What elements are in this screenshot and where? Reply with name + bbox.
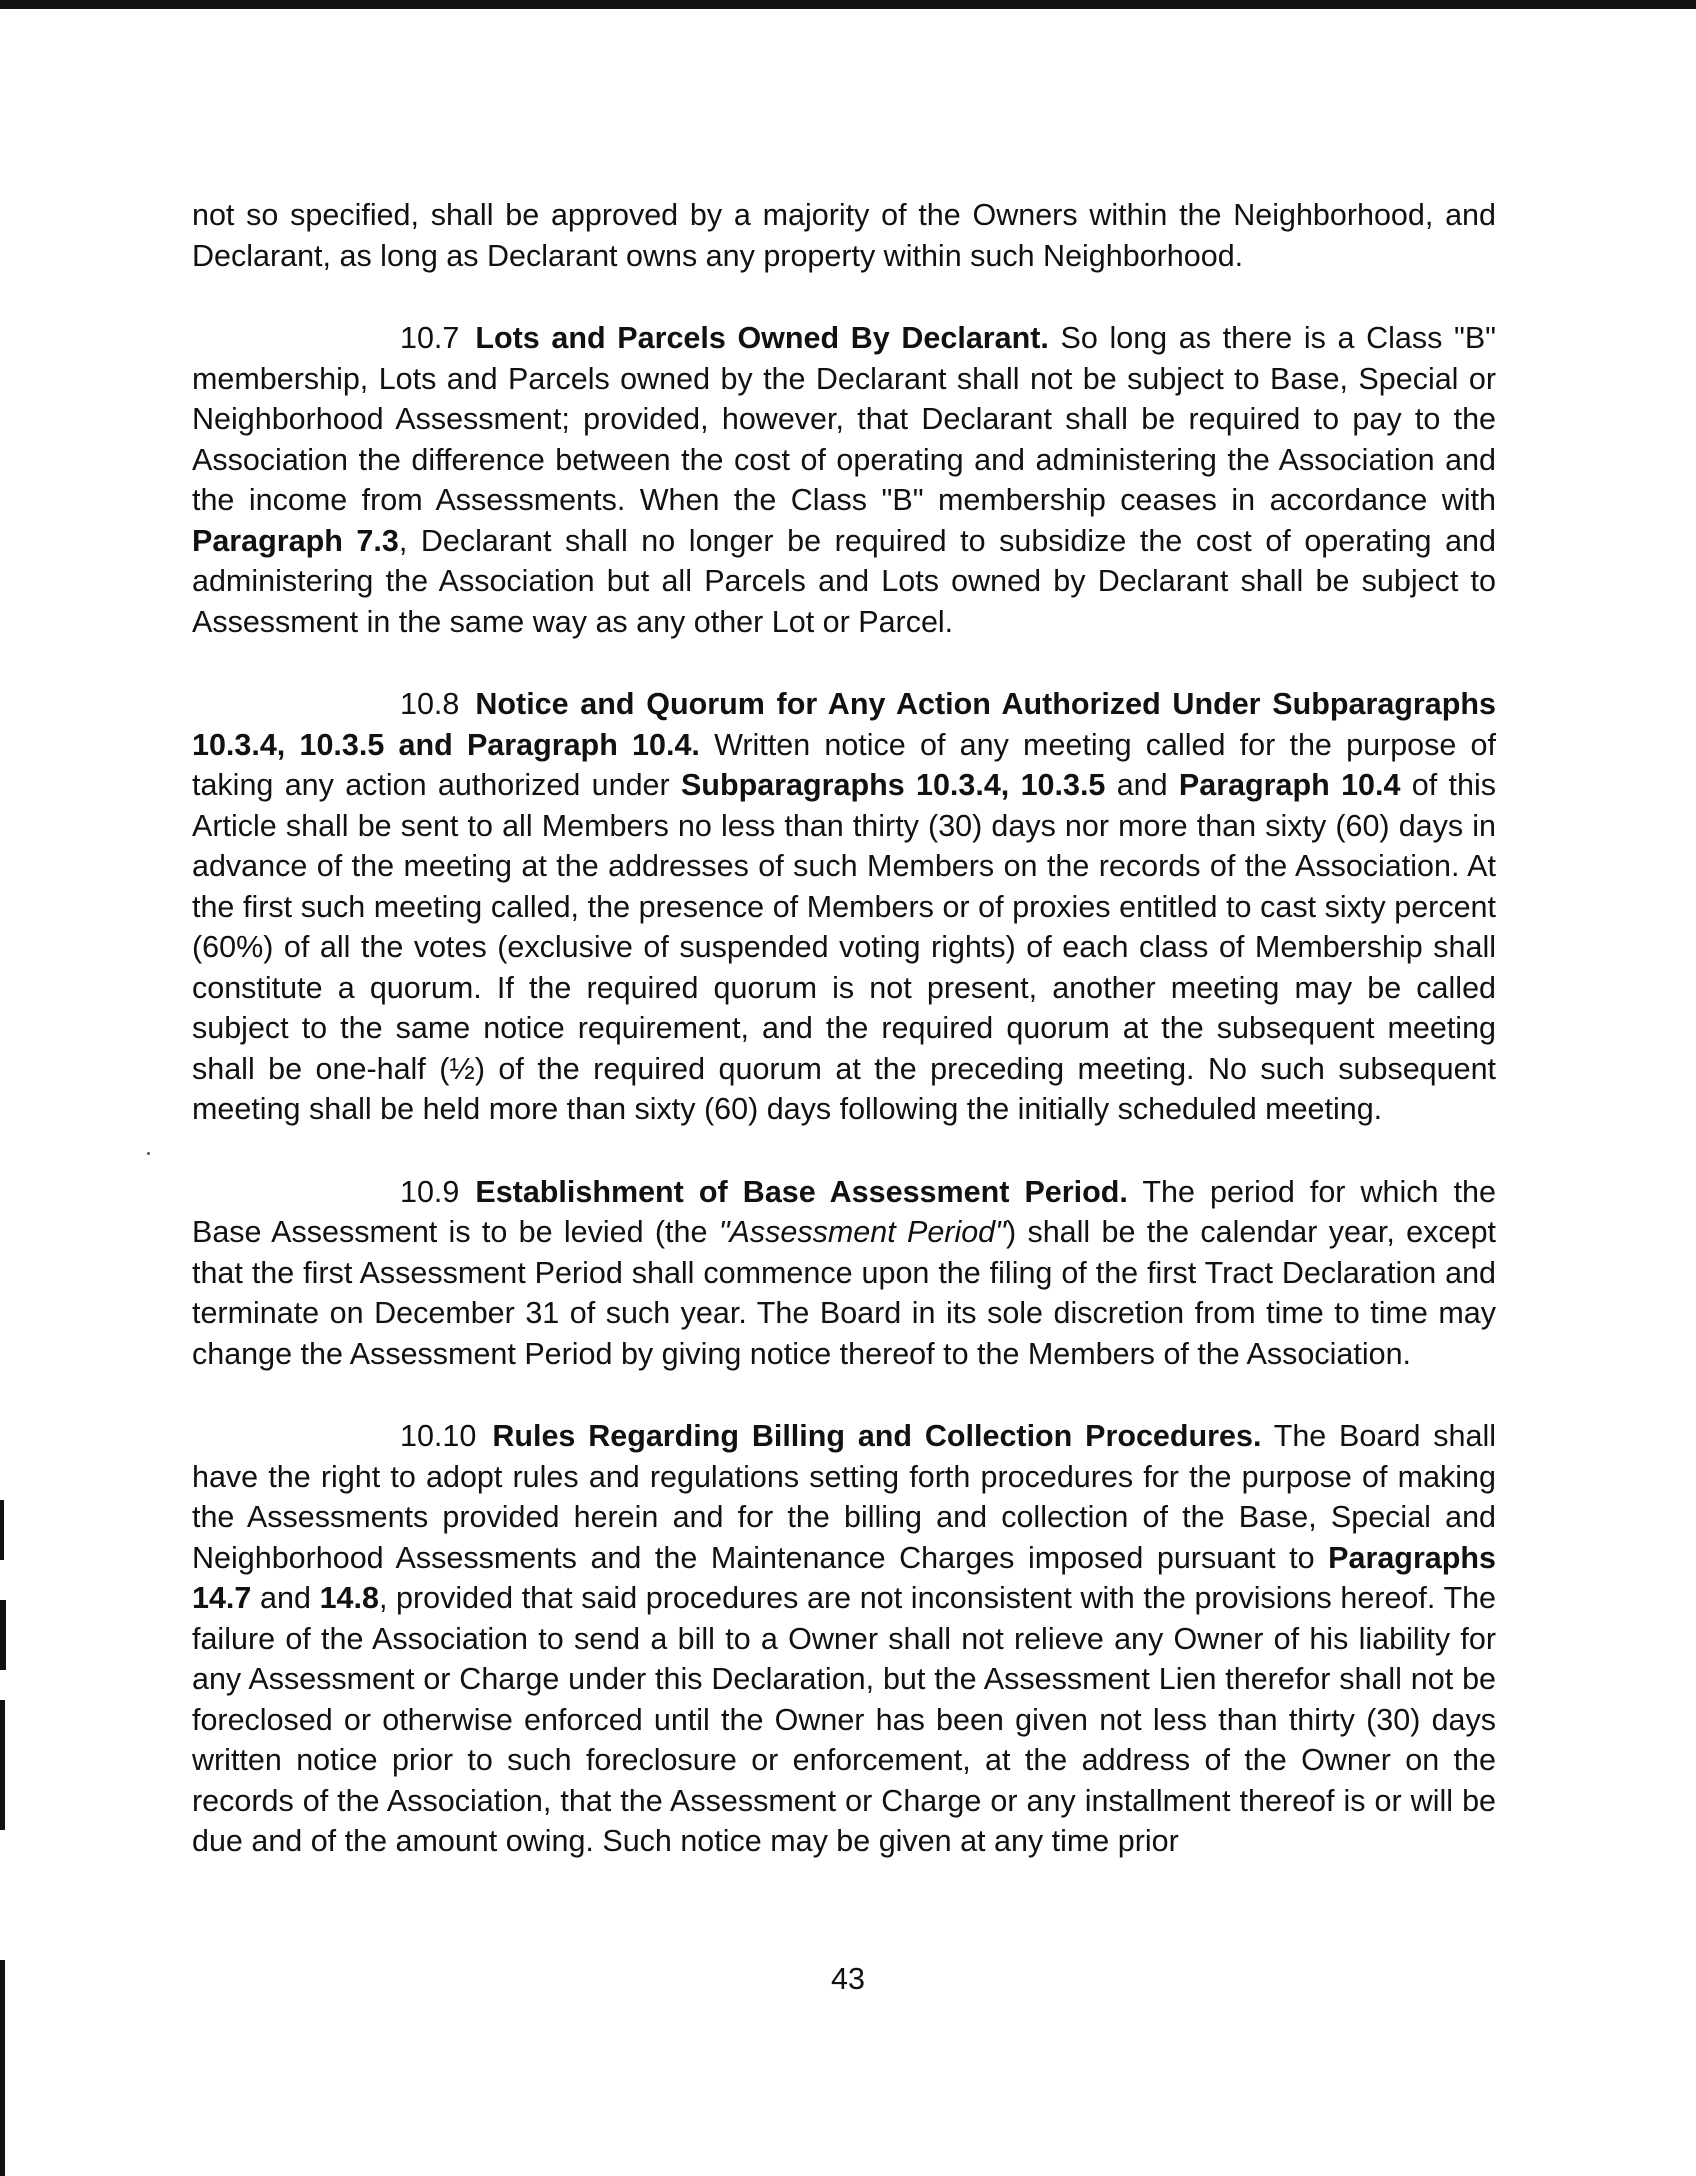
section-text: ) shall be the calendar year, except that the first Assessment Period shall commence upon the filing of the first Tract Declaration and terminate on December 31 of such year. The Board in its sole discretion from time to time may change the Assessment Period by giving notice thereof to the Members of the Association. — [192, 1215, 1497, 1371]
section-text: The Board shall have the right to adopt rules and regulations setting forth procedures for the purpose of making the Assessments provided herein and for the billing and collection of the Base, Special and Neighborhood Assessments and the Maintenance Charges imposed pursuant to — [192, 1419, 1496, 1575]
section-text: and — [251, 1581, 320, 1615]
section-text: of this Article shall be sent to all Members no less than thirty (30) days nor more than sixty (60) days in advance of the meeting at the addresses of such Members on the records of the Association. At the first such meeting called, the presence of Members or of proxies entitled to cast sixty percent (60%) of all the votes (exclusive of suspended voting rights) of each class of Membership shall constitute a quorum. If the required quorum is not present, another meeting may be called subject to the same notice requirement, and the required quorum at the subsequent meeting shall be one-half (½) of the required quorum at the preceding meeting. No such subsequent meeting shall be held more than sixty (60) days following the initially scheduled meeting. — [192, 768, 1496, 1126]
cross-reference: Paragraphs 14.7 — [192, 1540, 1496, 1615]
section-number: 10.10 — [400, 1419, 477, 1453]
section-text: The period for which the Base Assessment is to be levied (the — [192, 1174, 1496, 1249]
defined-term: "Assessment Period" — [718, 1215, 1006, 1249]
cross-reference: Paragraph 7.3 — [192, 523, 399, 558]
cross-reference: 14.8 — [319, 1581, 379, 1615]
scan-margin-mark — [0, 1600, 6, 1670]
scan-speck — [147, 1152, 150, 1155]
section-text: and — [1105, 768, 1179, 802]
cross-reference: Subparagraphs 10.3.4, 10.3.5 — [680, 768, 1106, 802]
section-10-9 — [192, 1172, 1496, 1375]
section-10-10 — [192, 1416, 1496, 1862]
scan-margin-mark — [0, 1500, 4, 1560]
section-text: , provided that said procedures are not inconsistent with the provisions hereof. The failure of the Association to send a bill to a Owner shall not relieve any Owner of his liability for any Assessment or Charge under this Declaration, but the Assessment Lien therefor shall not be foreclosed or otherwise enforced until the Owner has been given not less than thirty (30) days written notice prior to such foreclosure or enforcement, at the address of the Owner on the records of the Association, that the Assessment or Charge or any installment thereof is or will be due and of the amount owing. Such notice may be given at any time prior — [192, 1581, 1496, 1858]
continuation-paragraph — [192, 195, 1496, 276]
section-number: 10.7 — [400, 321, 460, 355]
scan-margin-mark — [0, 1700, 5, 1830]
section-number: 10.9 — [400, 1174, 460, 1209]
section-title: Lots and Parcels Owned By Declarant. — [475, 321, 1049, 355]
scan-top-border — [0, 0, 1696, 9]
section-title: Establishment of Base Assessment Period. — [475, 1174, 1128, 1209]
section-title: Rules Regarding Billing and Collection Procedures. — [492, 1419, 1262, 1453]
section-10-8 — [192, 684, 1496, 1130]
page-number: 43 — [831, 1962, 865, 1996]
cross-reference: Paragraph 10.4 — [1178, 768, 1401, 802]
section-text: Written notice of any meeting called for the purpose of taking any action authorized under — [192, 727, 1496, 802]
section-10-7 — [192, 318, 1496, 642]
section-title: Notice and Quorum for Any Action Authorized Under Subparagraphs 10.3.4, 10.3.5 and Paragraph 10.4. — [192, 687, 1496, 762]
section-text: , Declarant shall no longer be required to subsidize the cost of operating and administering the Association but all Parcels and Lots owned by Declarant shall be subject to Assessment in the same way as any other Lot or Parcel. — [192, 523, 1496, 639]
continuation-text: not so specified, shall be approved by a majority of the Owners within the Neighborhood, and Declarant, as long as Declarant owns any property within such Neighborhood. — [192, 198, 1496, 273]
section-number: 10.8 — [400, 687, 460, 721]
section-text: So long as there is a Class "B" membership, Lots and Parcels owned by the Declarant shall not be subject to Base, Special or Neighborhood Assessment; provided, however, that Declarant shall be required to pay to the Association the difference between the cost of operating and administering the Association and the income from Assessments. When the Class "B" membership ceases in accordance with — [192, 321, 1496, 517]
document-page — [192, 195, 1496, 1904]
